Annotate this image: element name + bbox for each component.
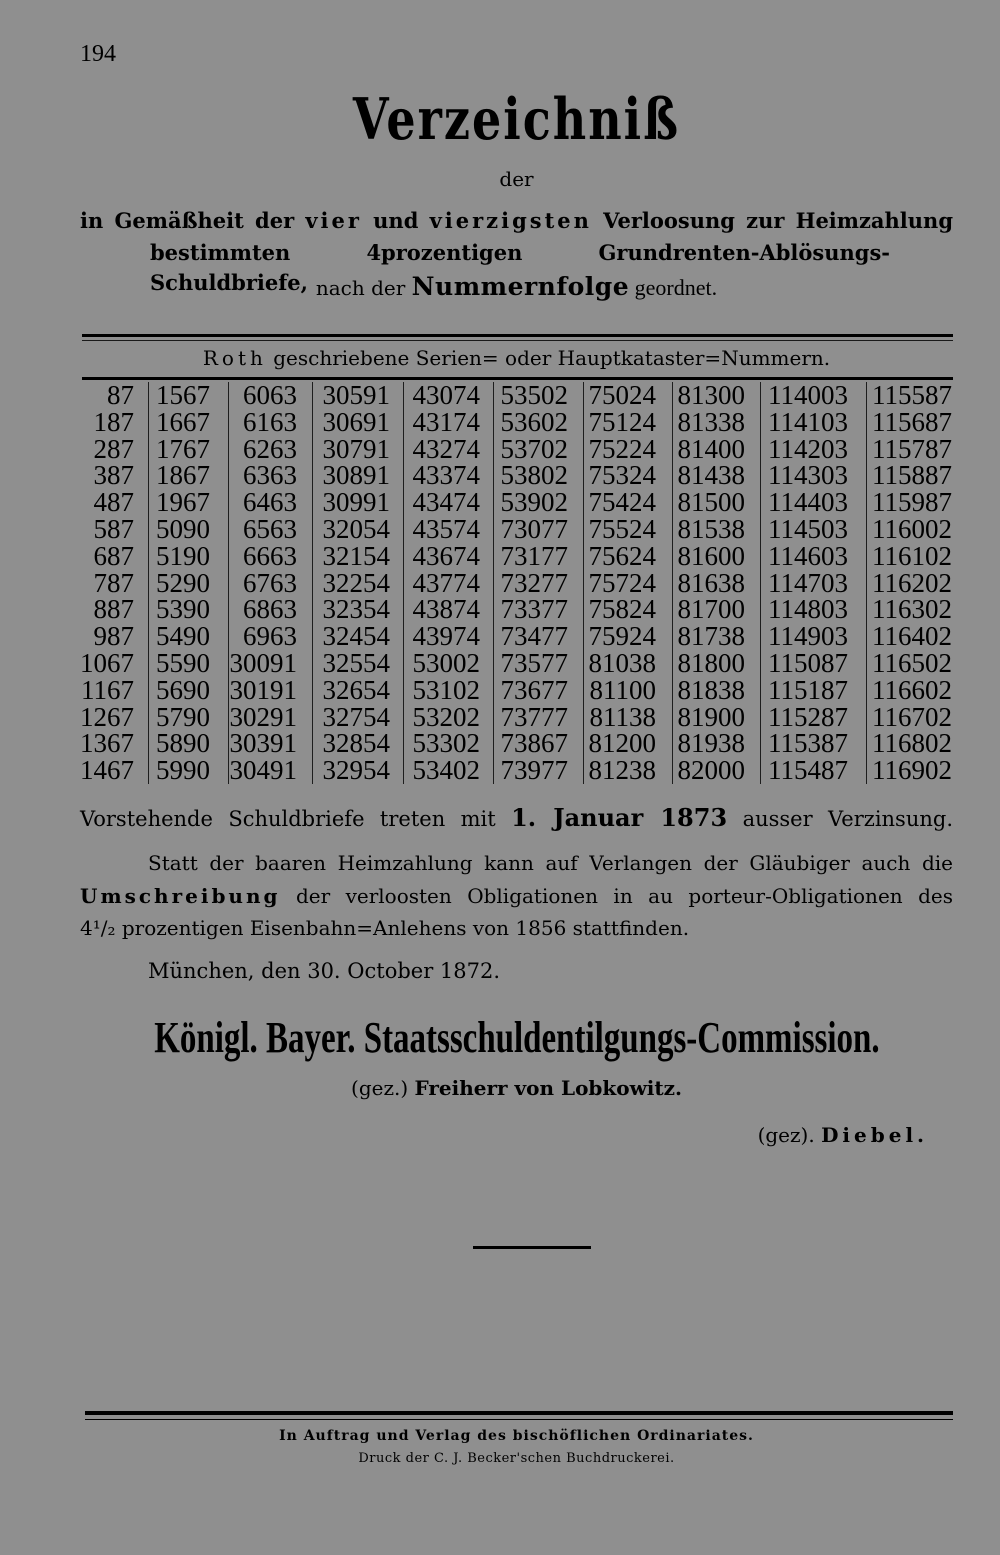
serial-number-cell: 81438 [672,462,760,489]
serial-number-cell: 53302 [403,730,493,757]
serial-number-cell: 81700 [672,596,760,623]
serial-number-cell: 115187 [760,677,866,704]
heading-line-1-part: und [361,208,430,233]
serial-number-cell: 30291 [228,704,312,731]
paragraph-line-2 [80,881,953,911]
table-caption-emphasis: Roth [202,346,267,370]
table-row [80,540,953,571]
serial-number-cell: 116502 [866,650,953,677]
footer-printer: Druck der C. J. Becker'schen Buchdruckerei. [358,1451,675,1466]
serial-number-cell: 116002 [866,516,953,543]
serial-number-cell: 73177 [493,543,583,570]
serial-number-cell: 75324 [583,462,672,489]
serial-number-cell: 81038 [583,650,672,677]
serial-number-cell: 43774 [403,570,493,597]
signature-name: Diebel. [821,1123,928,1147]
serial-number-cell: 81900 [672,704,760,731]
notice-part: Vorstehende Schuldbriefe treten mit [80,807,512,831]
serial-number-cell: 73977 [493,757,583,784]
serial-number-cell: 30391 [228,730,312,757]
serial-number-cell: 116102 [866,543,953,570]
serial-number-cell: 116302 [866,596,953,623]
place-date: München, den 30. October 1872. [148,959,501,983]
footer-publisher: In Auftrag und Verlag des bischöflichen Ordinariates. [279,1428,754,1444]
serial-number-cell: 81100 [583,677,672,704]
paragraph-line-2-text: der verloosten Obligationen in au porteur-Obligationen des [280,884,953,908]
heading-line-2: bestimmten 4prozentigen Grundrenten-Ablösungs-Schuldbriefe, [150,240,890,295]
serial-number-cell: 30591 [312,382,403,409]
serial-number-cell: 6263 [228,436,312,463]
serial-number-cell: 116402 [866,623,953,650]
serial-number-cell: 115087 [760,650,866,677]
serial-number-cell: 43974 [403,623,493,650]
heading-line-1-emphasis: vierzigsten [429,208,592,233]
serial-number-cell: 32954 [312,757,403,784]
serial-number-cell: 43674 [403,543,493,570]
heading-line-3-part: nach der [315,276,412,300]
serial-number-cell: 73577 [493,650,583,677]
serial-number-cell: 115587 [866,382,953,409]
serial-number-cell: 81400 [672,436,760,463]
notice-line [80,800,953,837]
serial-number-cell: 5690 [148,677,228,704]
serial-number-cell: 5590 [148,650,228,677]
serial-number-cell: 5290 [148,570,228,597]
issuing-authority [80,1016,953,1062]
table-row [80,730,953,757]
serial-number-cell: 32054 [312,516,403,543]
table-row [80,462,953,489]
serial-number-cell: 5990 [148,757,228,784]
serial-number-cell: 1767 [148,436,228,463]
serial-number-cell: 116702 [866,704,953,731]
heading-line-1-emphasis: vier [305,208,362,233]
footer-rule-thick [85,1411,953,1415]
serial-number-cell: 116902 [866,757,953,784]
heading-line-1 [80,206,953,236]
serial-number-cell: 487 [93,487,134,518]
heading-line-1-part: in Gemäßheit der [80,208,306,233]
serial-number-cell: 32754 [312,704,403,731]
serial-number-cell: 6663 [228,543,312,570]
serial-number-cell: 287 [93,433,134,464]
serial-number-cell: 75224 [583,436,672,463]
table-row [80,382,953,409]
serial-number-cell: 32354 [312,596,403,623]
serial-number-cell: 53802 [493,462,583,489]
serial-number-cell: 1667 [148,409,228,436]
serial-number-cell: 114003 [760,382,866,409]
serial-number-cell: 30891 [312,462,403,489]
heading-line-3-emphasis: Nummernfolge [411,272,630,301]
serial-number-cell: 116802 [866,730,953,757]
table-caption-text: geschriebene Serien= oder Hauptkataster=Nummern. [266,346,831,370]
serial-number-cell: 81300 [672,382,760,409]
double-rule-bottom [82,340,953,341]
serial-number-cell: 53202 [403,704,493,731]
serial-number-cell: 53502 [493,382,583,409]
serial-number-cell: 116602 [866,677,953,704]
serial-number-cell: 6463 [228,489,312,516]
serial-number-cell: 6363 [228,462,312,489]
page-title [80,85,953,153]
table-row [80,489,953,516]
serial-number-cell: 75624 [583,543,672,570]
serial-number-cell: 43474 [403,489,493,516]
serial-number-cell: 81238 [583,757,672,784]
serial-number-cell: 1067 [80,647,134,678]
serial-number-cell: 115387 [760,730,866,757]
table-row [80,567,953,598]
serial-number-cell: 115487 [760,757,866,784]
serial-number-cell: 75524 [583,516,672,543]
serial-number-cell: 53002 [403,650,493,677]
serial-number-cell: 32154 [312,543,403,570]
serial-number-cell: 30091 [228,650,312,677]
signature-name: Freiherr von Lobkowitz. [414,1076,682,1100]
serial-number-cell: 5090 [148,516,228,543]
serial-number-cell: 75924 [583,623,672,650]
serial-number-cell: 30691 [312,409,403,436]
serial-number-cell: 75124 [583,409,672,436]
serial-number-cell: 81838 [672,677,760,704]
table-row [80,701,953,732]
table-row [80,406,953,437]
serial-number-cell: 73477 [493,623,583,650]
serial-number-cell: 81800 [672,650,760,677]
serial-number-cell: 81938 [672,730,760,757]
serial-number-cell: 6763 [228,570,312,597]
table-row [80,513,953,544]
serial-number-cell: 115887 [866,462,953,489]
serial-number-cell: 114203 [760,436,866,463]
footer-rule-thin [85,1419,953,1420]
serial-number-cell: 30991 [312,489,403,516]
issuing-authority-text: Königl. Bayer. Staatsschuldentilgungs-Commission. [153,1014,880,1063]
serial-number-cell: 32454 [312,623,403,650]
serial-number-cell: 43574 [403,516,493,543]
serial-number-cell: 6863 [228,596,312,623]
signature-second [80,1120,928,1150]
serial-number-cell: 32654 [312,677,403,704]
serial-number-cell: 887 [93,594,134,625]
serial-number-cell: 114603 [760,543,866,570]
serial-number-cell: 1867 [148,462,228,489]
serial-number-cell: 53902 [493,489,583,516]
notice-part: ausser Verzinsung. [727,807,953,831]
serial-number-cell: 1367 [80,728,134,759]
serial-number-cell: 114403 [760,489,866,516]
serial-number-cell: 81600 [672,543,760,570]
serial-number-cell: 114303 [760,462,866,489]
serial-number-cell: 73277 [493,570,583,597]
serial-number-cell: 32854 [312,730,403,757]
serial-number-cell: 115987 [866,489,953,516]
serial-number-cell: 43174 [403,409,493,436]
serial-number-cell: 5490 [148,623,228,650]
serial-number-cell: 5790 [148,704,228,731]
serial-number-cell: 43274 [403,436,493,463]
double-rule-top [82,334,953,337]
serial-number-cell: 82000 [672,757,760,784]
heading-line-3 [80,272,953,303]
serial-number-cell: 81200 [583,730,672,757]
table-row [80,674,953,705]
serial-number-cell: 1167 [81,674,134,705]
serial-number-cell: 6163 [228,409,312,436]
serial-number-cell: 114803 [760,596,866,623]
serial-number-cell: 1267 [80,701,134,732]
serial-number-cell: 6563 [228,516,312,543]
serial-number-table [80,382,953,784]
serial-number-cell: 81538 [672,516,760,543]
serial-number-cell: 30491 [228,757,312,784]
serial-number-cell: 1567 [148,382,228,409]
serial-number-cell: 1467 [80,755,134,786]
serial-number-cell: 73077 [493,516,583,543]
signature-prefix: (gez.) [351,1076,415,1100]
serial-number-cell: 114703 [760,570,866,597]
serial-number-cell: 75424 [583,489,672,516]
serial-number-cell: 81338 [672,409,760,436]
serial-number-cell: 387 [93,460,134,491]
serial-number-cell: 53402 [403,757,493,784]
table-row [80,596,953,623]
serial-number-cell: 87 [107,380,134,410]
serial-number-cell: 1967 [148,489,228,516]
serial-number-cell: 6963 [228,623,312,650]
serial-number-cell: 81138 [583,704,672,731]
serial-number-cell: 115687 [866,409,953,436]
serial-number-cell: 75724 [583,570,672,597]
paragraph-line-3: 4¹/₂ prozentigen Eisenbahn=Anlehens von 1856 stattfinden. [80,916,690,940]
serial-number-cell: 73377 [493,596,583,623]
page-number: 194 [80,41,116,67]
paragraph-line-1: Statt der baaren Heimzahlung kann auf Verlangen der Gläubiger auch die [148,851,953,875]
serial-number-cell: 6063 [228,382,312,409]
title-text: Verzeichniß [352,85,681,153]
table-caption [80,345,953,371]
table-row [80,433,953,464]
serial-number-cell: 687 [93,540,134,571]
serial-number-cell: 116202 [866,570,953,597]
notice-date: 1. Januar 1873 [511,803,728,832]
serial-number-cell: 30191 [228,677,312,704]
serial-number-cell: 114503 [760,516,866,543]
serial-number-cell: 987 [93,621,134,652]
serial-number-cell: 114903 [760,623,866,650]
serial-number-cell: 43374 [403,462,493,489]
heading-connector: der [499,167,534,191]
signature-first [80,1073,953,1103]
serial-number-cell: 5390 [148,596,228,623]
serial-number-cell: 81638 [672,570,760,597]
serial-number-cell: 81500 [672,489,760,516]
serial-number-cell: 115287 [760,704,866,731]
end-rule [473,1246,591,1249]
table-row [80,623,953,650]
serial-number-cell: 587 [93,513,134,544]
serial-number-cell: 187 [93,406,134,437]
paragraph-emphasis: Umschreibung [80,884,281,908]
table-row [80,647,953,678]
serial-number-cell: 73777 [493,704,583,731]
serial-number-cell: 32254 [312,570,403,597]
serial-number-cell: 5890 [148,730,228,757]
serial-number-cell: 73677 [493,677,583,704]
serial-number-cell: 30791 [312,436,403,463]
serial-number-cell: 53702 [493,436,583,463]
serial-number-cell: 787 [93,567,134,598]
signature-prefix: (gez). [757,1123,822,1147]
table-row [80,757,953,784]
serial-number-cell: 5190 [148,543,228,570]
serial-number-cell: 32554 [312,650,403,677]
serial-number-cell: 81738 [672,623,760,650]
serial-number-cell: 43874 [403,596,493,623]
serial-number-cell: 43074 [403,382,493,409]
serial-number-cell: 75024 [583,382,672,409]
serial-number-cell: 114103 [760,409,866,436]
serial-number-cell: 75824 [583,596,672,623]
serial-number-cell: 115787 [866,436,953,463]
serial-number-cell: 53102 [403,677,493,704]
heading-line-1-part: Verloosung zur Heimzahlung [591,208,953,233]
serial-number-cell: 73867 [493,730,583,757]
serial-number-cell: 53602 [493,409,583,436]
heading-line-3-part: geordnet. [629,275,718,300]
